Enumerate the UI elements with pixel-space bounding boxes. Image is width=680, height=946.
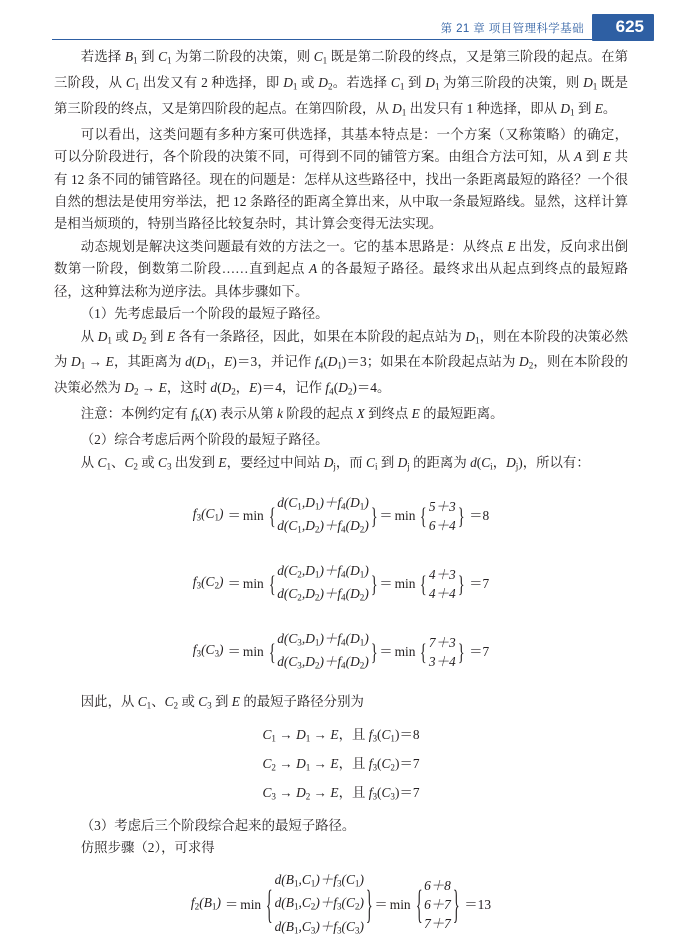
- min-operator-2: min: [394, 508, 416, 524]
- equation-f3-C3: $f_3(C_3)$ ＝ min { $d(C_3,D_1)+f_4(D_1)$ $d(C_3,D_2)+f_4(D_2)$ } ＝ min { 7＋3 3＋4 } ＝7: [192, 630, 490, 671]
- paragraph-4: （1）先考虑最后一个阶段的最短子路径。: [80, 306, 329, 322]
- equation-f3-C1: $f_3(C_1)$ ＝ min { $d(C_1,D_1)+f_4(D_1)$ $d(C_1,D_2)+f_4(D_2)$ } ＝ min { 5＋3 6＋4 } ＝8: [192, 494, 490, 535]
- paragraph-2: 可以看出，这类问题有多种方案可供选择，其基本特点是：一个方案（又称策略）的确定，可以分阶段进行，各个阶段的决策不同，可得到不同的铺管方案。由组合方法可知，从 A 到 E 共有 12 条不同的铺管路径。现在的问题是：怎样从这些路径中，找出一条距离最短的路径？一个很自然的想法是使用穷举法，把 12 条路径的距离全算出来，从中取一条最短路线。显然，这样计算是相当烦琐的，特别当路径比较复杂时，其计算会变得无法实现。: [54, 126, 628, 232]
- page-header: [0, 14, 680, 40]
- paragraph-9: 因此，从 $C_1$、$C_2$ 或 $C_3$ 到 E 的最短子路径分别为: [80, 693, 364, 711]
- page-content: [54, 46, 628, 946]
- page-number: 625: [615, 17, 644, 36]
- header-divider: [52, 39, 652, 40]
- equation-f2-B1: $f_2(B_1)$ ＝ min { $d(B_1,C_1)+f_3(C_1)$ $d(B_1,C_2)+f_3(C_2)$ $d(B_1,C_3)+f_3(C_3)$ } ＝ min { 6＋8 6＋7 7＋7 } ＝13: [190, 871, 492, 936]
- paragraph-7: （2）综合考虑后两个阶段的最短子路径。: [80, 432, 329, 448]
- paragraph-5: 从 $D_1$ 或 $D_2$ 到 E 各有一条路径，因此，如果在本阶段的起点站为 $D_1$，则在本阶段的决策必然为 $D_1 \to E$，其距离为 $d(D_1$，E)＝3，并记作 $f_4(D_1)=3$；如果在本阶段起点站为 $D_2$，则在本阶段的决策必然为 $D_2 \to E$，这时 $d(D_2$，E)＝4，记作 $f_4(D_2)=4$。: [54, 328, 628, 397]
- shortest-path-line-3: $C_3 \to D_2 \to E$，且 $f_3(C_3)=7$: [262, 784, 420, 802]
- equation-4-result: ＝13: [464, 896, 492, 912]
- equation-1-result: ＝8: [469, 508, 490, 524]
- header-chapter-title: 第 21 章 项目管理科学基础: [440, 23, 584, 35]
- shortest-path-line-1: $C_1 \to D_1 \to E$，且 $f_3(C_1)=8$: [262, 726, 420, 744]
- equation-2-result: ＝7: [469, 576, 490, 592]
- paragraph-10: （3）考虑后三个阶段综合起来的最短子路径。: [80, 817, 356, 833]
- equation-f3-C2: $f_3(C_2)$ ＝ min { $d(C_2,D_1)+f_4(D_1)$ $d(C_2,D_2)+f_4(D_2)$ } ＝ min { 4＋3 4＋4 } ＝7: [192, 562, 490, 603]
- paragraph-6: 注意：本例约定有 $f_k(X)$ 表示从第 k 阶段的起点 X 到终点 E 的最短距离。: [80, 406, 504, 423]
- equation-3-result: ＝7: [469, 644, 490, 660]
- paragraph-1: 若选择 $B_1$ 到 $C_1$ 为第二阶段的决策，则 $C_1$ 既是第二阶段的终点，又是第三阶段的起点。在第三阶段，从 $C_1$ 出发又有 2 种选择，即 $D_1$ 或 $D_2$。若选择 $C_1$ 到 $D_1$ 为第三阶段的决策，则 $D_1$ 既是第三阶段的终点，又是第四阶段的起点。在第四阶段，从 $D_1$ 出发只有 1 种选择，即从 $D_1$ 到 E。: [54, 49, 628, 118]
- min-operator-1: min: [242, 508, 264, 524]
- paragraph-8: 从 $C_1$、$C_2$ 或 $C_3$ 出发到 E，要经过中间站 $D_j$，而 $C_i$ 到 $D_j$ 的距离为 $d(C_i$，$D_j$)，所以有：: [80, 454, 590, 472]
- min-operator-6: min: [394, 644, 416, 660]
- paragraph-11: 仿照步骤（2），可求得: [80, 840, 215, 856]
- paragraph-3: 动态规划是解决这类问题最有效的方法之一。它的基本思路是：从终点 E 出发，反向求出倒数第一阶段，倒数第二阶段……直到起点 A 的各最短子路径。最终求出从起点到终点的最短路径，这种算法称为逆序法。具体步骤如下。: [54, 238, 628, 299]
- min-operator-7: min: [240, 896, 262, 912]
- min-operator-4: min: [394, 576, 416, 592]
- shortest-path-line-2: $C_2 \to D_1 \to E$，且 $f_3(C_2)=7$: [262, 755, 420, 773]
- min-operator-5: min: [242, 644, 264, 660]
- min-operator-8: min: [389, 896, 411, 912]
- min-operator-3: min: [242, 576, 264, 592]
